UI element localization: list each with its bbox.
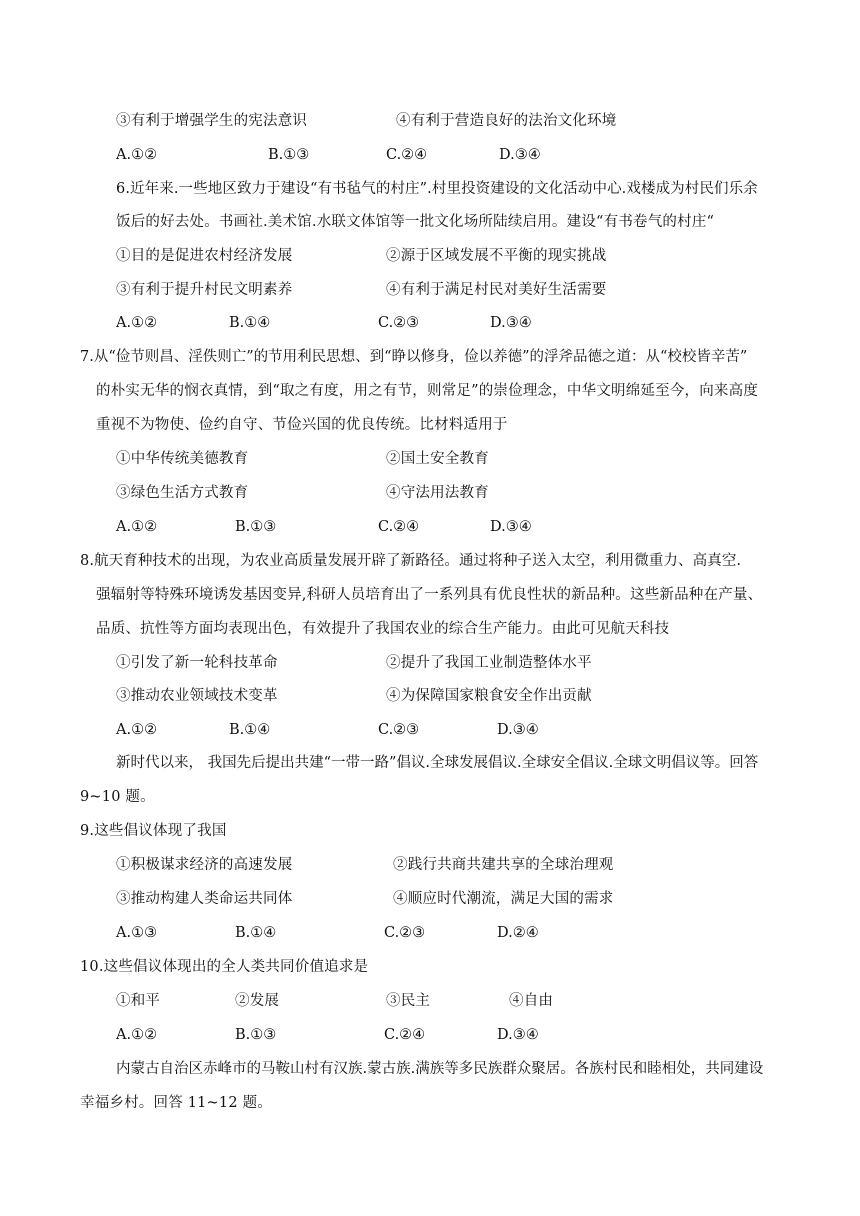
q6-choice-a: A.①② xyxy=(116,315,158,331)
q5-statement-4: ④有利于营造良好的法治文化环境 xyxy=(396,113,617,129)
q6-choice-b: B.①④ xyxy=(229,315,271,331)
q7-choice-c: C.②④ xyxy=(378,519,420,535)
q7-statement-3: ③绿色生活方式教育 xyxy=(116,485,249,501)
q7-stem-line-3: 重视不为物使、俭约自守、节俭兴国的优良传统。比材料适用于 xyxy=(96,417,508,433)
q5-choice-b: B.①③ xyxy=(268,147,310,163)
q9-statement-1: ①积极谋求经济的高速发展 xyxy=(116,857,293,873)
q10-choice-d: D.③④ xyxy=(497,1027,539,1043)
q8-stem-line-2: 强辐射等特殊环境诱发基因变异,科研人员培育出了一系列具有优良性状的新品种。这些新品种在产量、 xyxy=(96,587,763,603)
q10-choice-a: A.①② xyxy=(116,1027,158,1043)
q8-statement-3: ③推动农业领域技术变革 xyxy=(116,688,278,704)
q7-choice-d: D.③④ xyxy=(490,519,532,535)
q7-stem-line-1: 7.从“俭节则昌、淫佚则亡”的节用利民思想、到“睁以修身，俭以养德”的浮斧品德之道：从“校校皆辛苦” xyxy=(80,349,748,365)
q7-choice-a: A.①② xyxy=(116,519,158,535)
q7-statement-4: ④守法用法教育 xyxy=(386,485,489,501)
q9-statement-3: ③推动构建人类命运共同体 xyxy=(116,891,293,907)
q5-statement-3: ③有利于增强学生的宪法意识 xyxy=(116,113,308,129)
q9-choice-a: A.①③ xyxy=(116,925,158,941)
q5-choice-c: C.②④ xyxy=(386,147,428,163)
q5-choice-a: A.①② xyxy=(116,147,158,163)
q9-choice-d: D.②④ xyxy=(497,925,539,941)
q8-choice-b: B.①④ xyxy=(229,722,271,738)
passage-11-12-line-2: 幸福乡村。回答 11~12 题。 xyxy=(80,1095,272,1111)
q9-choice-c: C.②③ xyxy=(384,925,426,941)
q8-stem-line-3: 品质、抗性等方面均表现出色，有效提升了我国农业的综合生产能力。由此可见航天科技 xyxy=(96,621,670,637)
q6-stem-line-2: 饭后的好去处。书画社.美术馆.水联文体馆等一批文化场所陆续启用。建设“有书卷气的村庄“ xyxy=(116,214,715,230)
q7-statement-2: ②国土安全教育 xyxy=(386,451,489,467)
q9-statement-2: ②践行共商共建共享的全球治理观 xyxy=(393,857,614,873)
q6-stem-line-1: 6.近年来.一些地区致力于建设“有书毡气的村庄”.村里投资建设的文化活动中心.戏楼成为村民们乐余 xyxy=(116,181,758,197)
q10-statement-4: ④自由 xyxy=(509,993,554,1009)
q6-choice-c: C.②③ xyxy=(378,315,420,331)
q6-statement-2: ②源于区域发展不平衡的现实挑战 xyxy=(386,248,607,264)
q10-choice-b: B.①③ xyxy=(235,1027,277,1043)
q8-statement-4: ④为保障国家粮食安全作出贡献 xyxy=(386,688,592,704)
q6-choice-d: D.③④ xyxy=(490,315,532,331)
q8-choice-a: A.①② xyxy=(116,722,158,738)
q10-stem: 10.这些倡议体现出的全人类共同价值追求是 xyxy=(80,959,369,975)
q9-statement-4: ④顺应时代潮流，满足大国的需求 xyxy=(393,891,614,907)
q8-statement-1: ①引发了新一轮科技革命 xyxy=(116,655,278,671)
q7-statement-1: ①中华传统美德教育 xyxy=(116,451,249,467)
passage-9-10-line-1: 新时代以来， 我国先后提出共建“一带一路”倡议.全球发展倡议.全球安全倡议.全球文明倡议等。回答 xyxy=(116,755,759,771)
q6-statement-3: ③有利于提升村民文明素养 xyxy=(116,282,293,298)
q5-choice-d: D.③④ xyxy=(499,147,541,163)
q9-stem: 9.这些倡议体现了我国 xyxy=(80,823,227,839)
q8-statement-2: ②提升了我国工业制造整体水平 xyxy=(386,655,592,671)
q6-statement-1: ①目的是促进农村经济发展 xyxy=(116,248,293,264)
q10-statement-1: ①和平 xyxy=(116,993,161,1009)
q8-choice-c: C.②③ xyxy=(378,722,420,738)
q10-choice-c: C.②④ xyxy=(384,1027,426,1043)
passage-11-12-line-1: 内蒙古自治区赤峰市的马鞍山村有汉族.蒙古族.满族等多民族群众聚居。各族村民和睦相处，共同建设 xyxy=(116,1061,764,1077)
q8-stem-line-1: 8.航天育种技术的出现，为农业高质量发展开辟了新路径。通过将种子送入太空，利用微重力、高真空. xyxy=(80,553,742,569)
q10-statement-2: ②发展 xyxy=(235,993,280,1009)
passage-9-10-line-2: 9~10 题。 xyxy=(80,789,155,805)
q9-choice-b: B.①④ xyxy=(235,925,277,941)
q10-statement-3: ③民主 xyxy=(386,993,431,1009)
q6-statement-4: ④有利于满足村民对美好生活需要 xyxy=(386,282,607,298)
q7-choice-b: B.①③ xyxy=(235,519,277,535)
q7-stem-line-2: 的朴实无华的悯衣真情，到“取之有度，用之有节，则常足”的崇俭理念，中华文明绵延至今，向来高度 xyxy=(96,383,759,399)
q8-choice-d: D.③④ xyxy=(497,722,539,738)
